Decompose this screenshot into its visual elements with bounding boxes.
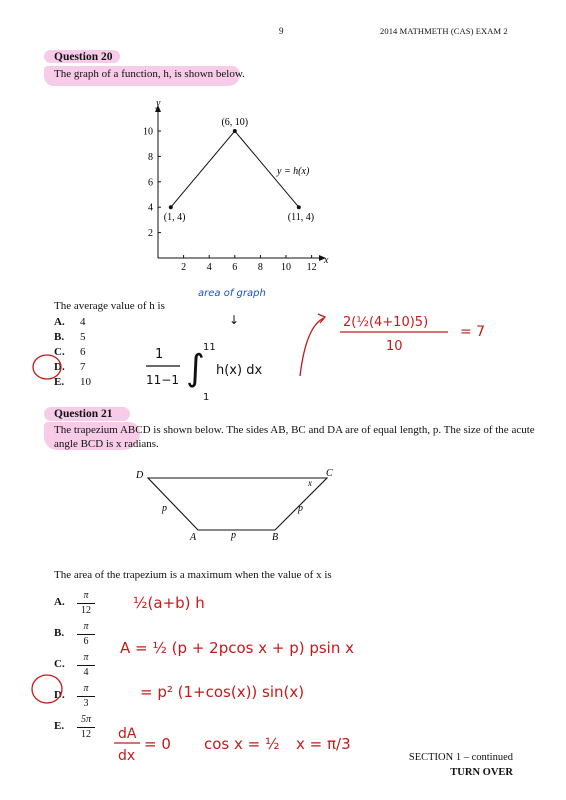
vertex-d: D [136,470,144,481]
question-21-title: Question 21 [54,408,113,420]
graph-h [130,95,340,270]
hw-line3: = p² (1+cos(x)) sin(x) [140,683,305,701]
option-value: 10 [80,376,91,388]
question-20-prompt: The graph of a function, h, is shown below. [54,68,245,80]
integral-sign: ∫ [186,348,205,389]
fraction-denominator: 3 [83,698,89,709]
curve-label: y = h(x) [277,166,310,177]
curve-point [297,205,301,209]
option-value: 4 [80,316,86,328]
point-label: (1, 4) [163,212,186,224]
vertex-a: A [190,532,197,543]
circle-answer-d-q21 [32,675,62,703]
x-tick-label: 4 [206,262,212,270]
option-letter[interactable]: C. [54,346,65,358]
side-da-label: p [162,503,167,514]
x-tick-label: 6 [232,262,238,270]
side-bc-label: p [298,503,303,514]
hw-x-eq: x = π/3 [296,735,351,753]
note-area-of-graph: area of graph [198,288,266,299]
curve-point [233,129,237,133]
integral-frac-den: 11−1 [146,373,179,387]
option-letter[interactable]: D. [54,361,65,373]
x-ticks [181,255,317,270]
x-tick-label: 8 [257,262,263,270]
y-axis-label: y [156,98,161,109]
option-letter[interactable]: E. [54,376,65,388]
trapezium-diagram [120,460,350,550]
y-tick-label: 4 [148,202,153,214]
angle-x-label: x [308,478,312,488]
point-label: (11, 4) [287,212,315,224]
red-arrow-icon [300,318,324,376]
question-20-text: The average value of h is [54,300,165,312]
option-letter[interactable]: D. [54,689,65,701]
question-20-title: Question 20 [54,51,113,63]
calc-numerator: 2(½(4+10)5) [343,315,429,330]
calc-denominator: 10 [386,339,403,354]
fraction-denominator: 12 [81,605,91,616]
y-tick-label: 2 [148,228,153,240]
option-letter[interactable]: A. [54,596,65,608]
x-tick-label: 10 [281,262,291,270]
question-21-prompt-line1: The trapezium ABCD is shown below. The sides AB, BC and DA are of equal length, p. The size of the acute [54,424,535,436]
option-letter[interactable]: E. [54,720,65,732]
fraction-numerator: π [83,652,89,663]
page-number: 9 [279,26,284,36]
question-21-text: The area of the trapezium is a maximum when the value of x is [54,569,332,581]
x-axis-label: x [324,255,329,266]
hw-line2: A = ½ (p + 2pcos x + p) psin x [120,639,355,657]
y-tick-label: 6 [148,177,153,189]
y-tick-label: 10 [143,126,153,138]
integral-upper: 11 [203,342,216,353]
exam-title: 2014 MATHMETH (CAS) EXAM 2 [380,26,508,36]
option-letter[interactable]: B. [54,627,65,639]
fraction-numerator: 5π [80,714,91,725]
arrow-down-icon: ↓ [229,313,240,327]
option-letter[interactable]: B. [54,331,65,343]
option-letter[interactable]: C. [54,658,65,670]
calc-result: = 7 [460,324,486,340]
option-value: 5 [80,331,86,343]
fraction-numerator: π [83,621,89,632]
y-tick-label: 8 [148,151,153,163]
fraction-denominator: 4 [83,667,89,678]
curve-point [169,205,173,209]
vertex-b: B [272,532,279,543]
q21-handwriting [0,575,566,770]
integral-lower: 1 [203,392,210,403]
footer-section: SECTION 1 – continued [408,752,513,763]
integrand: h(x) dx [216,363,263,378]
fraction-denominator: 6 [83,636,89,647]
fraction-numerator: π [83,590,89,601]
hw-dx: dx [118,748,136,764]
fraction-numerator: π [83,683,89,694]
question-21-prompt-line2: angle BCD is x radians. [54,438,159,450]
option-value: 7 [80,361,86,373]
vertex-c: C [326,468,333,479]
option-letter[interactable]: A. [54,316,65,328]
side-ab-label: p [231,530,236,541]
q20-handwriting [0,280,566,420]
x-tick-label: 12 [306,262,317,270]
option-value: 6 [80,346,86,358]
fraction-denominator: 12 [81,729,91,740]
hw-line1: ½(a+b) h [133,594,205,612]
footer-turn-over: TURN OVER [450,767,513,778]
circle-answer-d [33,355,61,379]
hw-da: dA [118,726,137,742]
hw-cos-eq: cos x = ½ [204,735,280,753]
point-label: (6, 10) [221,117,249,128]
hw-eq0: = 0 [144,735,171,753]
integral-frac-num: 1 [155,347,164,362]
x-tick-label: 2 [181,262,187,270]
